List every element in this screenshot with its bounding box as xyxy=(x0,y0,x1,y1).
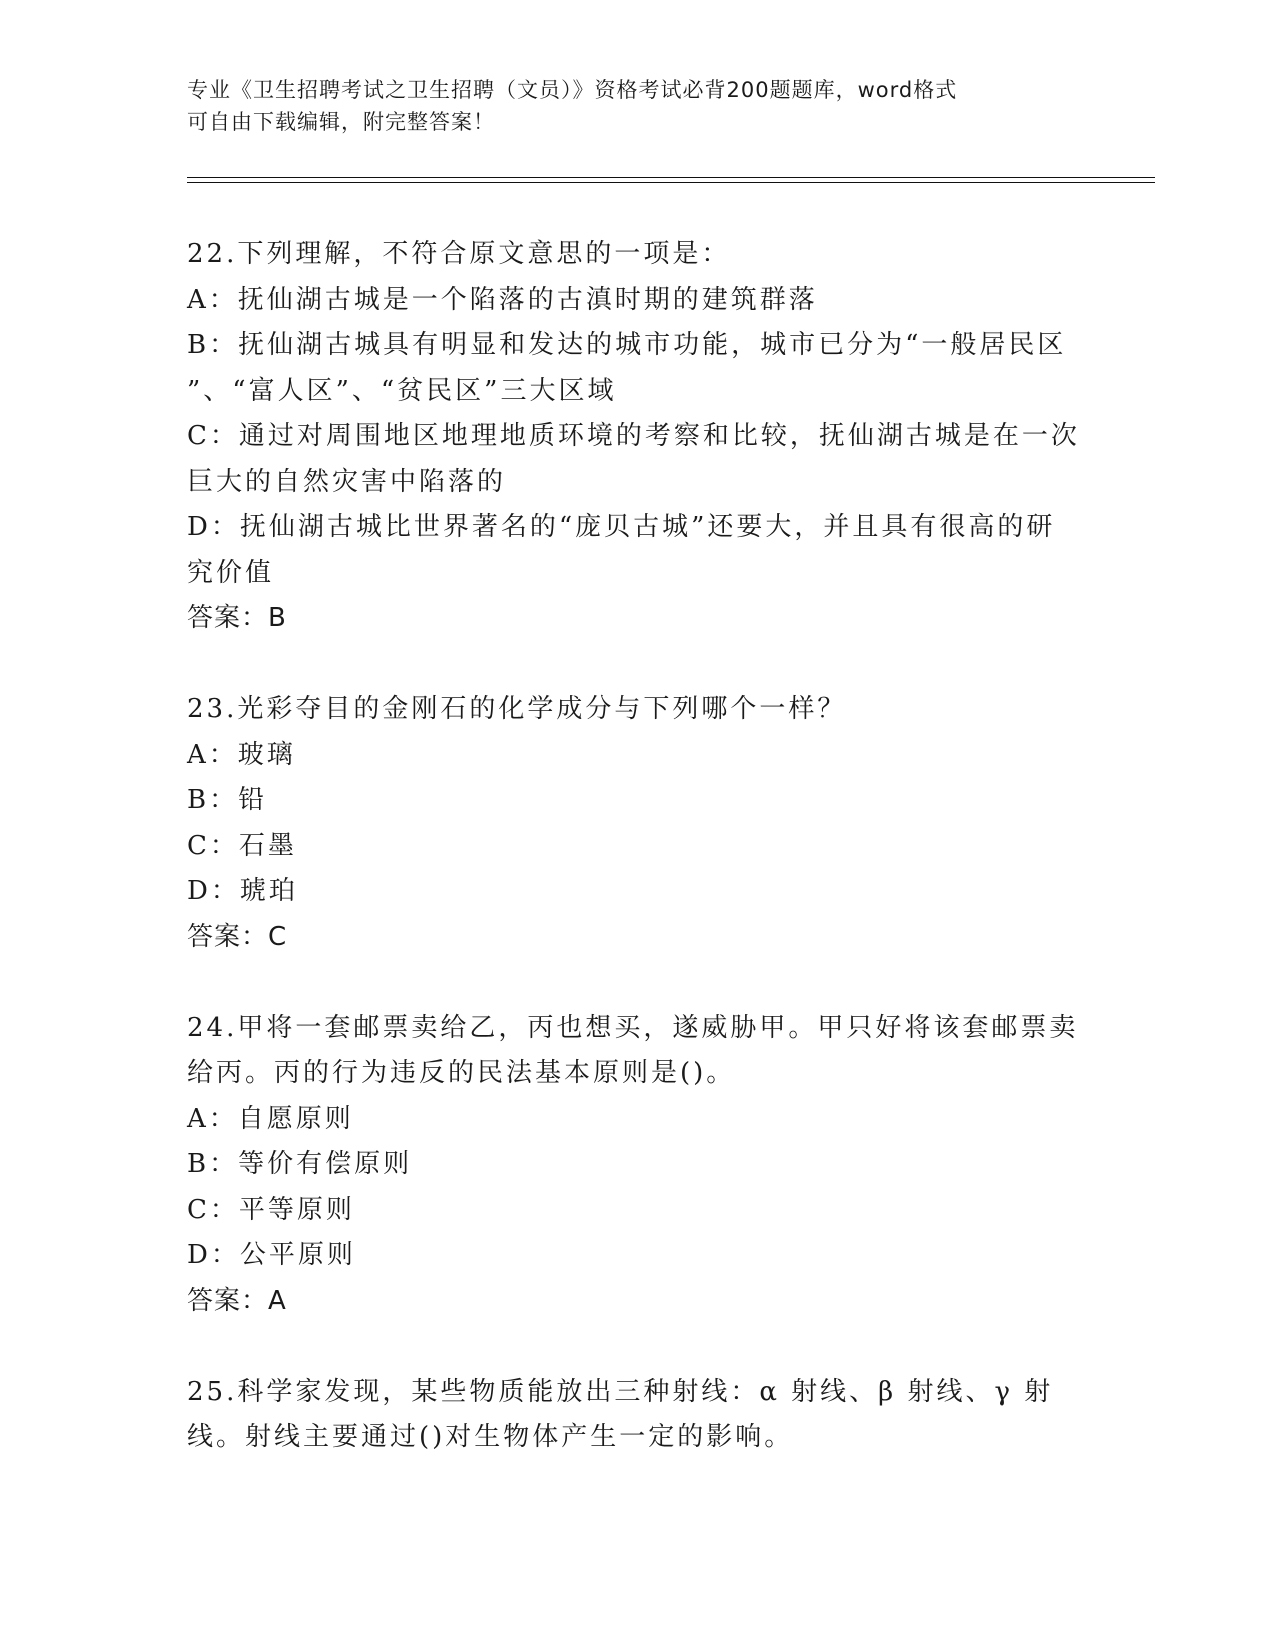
option-d: D：琥珀 xyxy=(187,876,298,906)
answer-line: 答案：C xyxy=(187,921,288,952)
header-line: 可自由下载编辑，附完整答案！ xyxy=(187,110,495,134)
question-item xyxy=(187,1006,1087,1325)
answer-line: 答案：B xyxy=(187,603,287,633)
option-b: ”、“富人区”、“贫民区”三大区域 xyxy=(187,375,617,406)
answer-line: 答案：A xyxy=(187,1285,287,1316)
question-item xyxy=(187,1370,1087,1461)
option-a: A：抚仙湖古城是一个陷落的古滇时期的建筑群落 xyxy=(187,284,818,315)
option-c: 巨大的自然灾害中陷落的 xyxy=(187,466,507,497)
option-a: A：玻璃 xyxy=(187,739,296,770)
question-item xyxy=(187,232,1087,642)
option-c: C：通过对周围地区地理地质环境的考察和比较，抚仙湖古城是在一次 xyxy=(187,421,1080,451)
option-b: B：抚仙湖古城具有明显和发达的城市功能，城市已分为“一般居民区 xyxy=(187,330,1067,360)
question-list xyxy=(187,232,1087,1461)
option-c: C：平等原则 xyxy=(187,1194,355,1225)
option-a: A：自愿原则 xyxy=(187,1103,354,1134)
option-b: B：铅 xyxy=(187,785,268,815)
question-stem: 23.光彩夺目的金刚石的化学成分与下列哪个一样？ xyxy=(187,694,847,724)
question-item xyxy=(187,687,1087,960)
question-stem: 给丙。丙的行为违反的民法基本原则是()。 xyxy=(187,1058,736,1088)
option-d: 究价值 xyxy=(187,557,275,588)
option-b: B：等价有偿原则 xyxy=(187,1149,413,1179)
question-stem: 22.下列理解，不符合原文意思的一项是： xyxy=(187,239,731,269)
header-line: 专业《卫生招聘考试之卫生招聘（文员）》资格考试必背200题题库，word格式 xyxy=(187,78,958,102)
option-d: D：抚仙湖古城比世界著名的“庞贝古城”还要大，并且具有很高的研 xyxy=(187,512,1056,542)
header-divider xyxy=(187,182,1155,183)
question-stem: 24.甲将一套邮票卖给乙，丙也想买，遂威胁甲。甲只好将该套邮票卖 xyxy=(187,1012,1079,1043)
question-stem: 25.科学家发现，某些物质能放出三种射线：α 射线、β 射线、γ 射 xyxy=(187,1376,1054,1407)
option-d: D：公平原则 xyxy=(187,1240,356,1270)
document-header xyxy=(187,74,1087,138)
option-c: C：石墨 xyxy=(187,830,297,861)
header-divider xyxy=(187,177,1155,178)
question-stem: 线。射线主要通过()对生物体产生一定的影响。 xyxy=(187,1422,794,1452)
